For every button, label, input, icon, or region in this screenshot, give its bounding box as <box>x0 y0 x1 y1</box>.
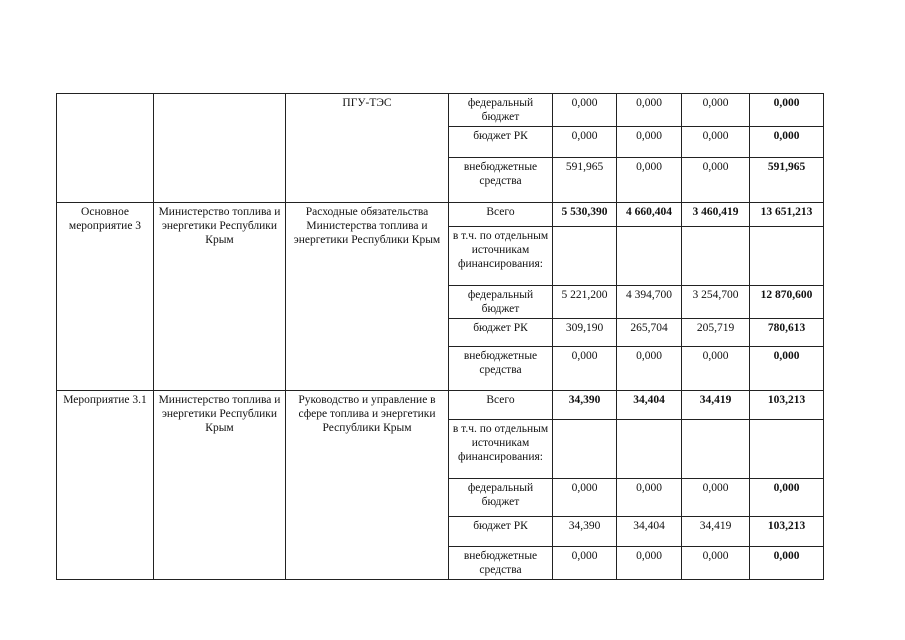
source-cell: федеральный бюджет <box>449 479 553 517</box>
value-2016: 0,000 <box>617 347 682 391</box>
executor-cell: Министерство топлива и энергетики Республики Крым <box>154 391 286 580</box>
value-total <box>750 420 824 479</box>
source-cell: в т.ч. по отдельным источникам финансирования: <box>449 227 553 286</box>
value-total: 103,213 <box>750 517 824 547</box>
financing-table <box>56 93 824 580</box>
value-2017: 0,000 <box>682 547 750 580</box>
executor-cell <box>154 94 286 203</box>
value-2017: 0,000 <box>682 94 750 127</box>
value-total: 13 651,213 <box>750 203 824 227</box>
value-2017: 0,000 <box>682 347 750 391</box>
value-2017: 3 254,700 <box>682 286 750 319</box>
value-2017 <box>682 227 750 286</box>
source-cell: бюджет РК <box>449 517 553 547</box>
measure-name-cell: Расходные обязательства Министерства топлива и энергетики Республики Крым <box>286 203 449 391</box>
source-cell: внебюджетные средства <box>449 347 553 391</box>
value-total: 0,000 <box>750 94 824 127</box>
value-total: 0,000 <box>750 547 824 580</box>
source-cell: федеральный бюджет <box>449 286 553 319</box>
measure-name-cell: ПГУ-ТЭС <box>286 94 449 203</box>
value-2017 <box>682 420 750 479</box>
value-2016: 34,404 <box>617 391 682 420</box>
source-cell: внебюджетные средства <box>449 547 553 580</box>
value-2016: 4 394,700 <box>617 286 682 319</box>
value-2016 <box>617 420 682 479</box>
value-2016: 4 660,404 <box>617 203 682 227</box>
executor-cell: Министерство топлива и энергетики Республики Крым <box>154 203 286 391</box>
value-2015 <box>553 227 617 286</box>
value-2017: 3 460,419 <box>682 203 750 227</box>
value-total: 103,213 <box>750 391 824 420</box>
value-2015 <box>553 420 617 479</box>
value-total: 780,613 <box>750 319 824 347</box>
value-2017: 0,000 <box>682 158 750 203</box>
event-cell <box>57 94 154 203</box>
value-2017: 205,719 <box>682 319 750 347</box>
value-2016: 0,000 <box>617 158 682 203</box>
value-2015: 591,965 <box>553 158 617 203</box>
value-2017: 0,000 <box>682 127 750 158</box>
source-cell: бюджет РК <box>449 319 553 347</box>
table-row <box>57 94 824 127</box>
value-2015: 34,390 <box>553 517 617 547</box>
value-2016 <box>617 227 682 286</box>
value-2016: 0,000 <box>617 547 682 580</box>
value-2016: 0,000 <box>617 127 682 158</box>
source-cell: Всего <box>449 203 553 227</box>
table-row <box>57 391 824 420</box>
value-total: 0,000 <box>750 347 824 391</box>
source-cell: бюджет РК <box>449 127 553 158</box>
source-cell: в т.ч. по отдельным источникам финансирования: <box>449 420 553 479</box>
value-total: 0,000 <box>750 127 824 158</box>
value-2015: 0,000 <box>553 347 617 391</box>
value-2015: 0,000 <box>553 94 617 127</box>
value-2016: 34,404 <box>617 517 682 547</box>
event-cell: Мероприятие 3.1 <box>57 391 154 580</box>
value-2015: 0,000 <box>553 479 617 517</box>
value-2017: 0,000 <box>682 479 750 517</box>
value-2015: 5 221,200 <box>553 286 617 319</box>
source-cell: Всего <box>449 391 553 420</box>
value-2015: 34,390 <box>553 391 617 420</box>
value-2016: 0,000 <box>617 479 682 517</box>
source-cell: внебюджетные средства <box>449 158 553 203</box>
event-cell: Основное мероприятие 3 <box>57 203 154 391</box>
measure-name-cell: Руководство и управление в сфере топлива и энергетики Республики Крым <box>286 391 449 580</box>
value-2016: 0,000 <box>617 94 682 127</box>
value-2017: 34,419 <box>682 391 750 420</box>
value-2015: 309,190 <box>553 319 617 347</box>
value-2015: 0,000 <box>553 127 617 158</box>
value-total <box>750 227 824 286</box>
value-2016: 265,704 <box>617 319 682 347</box>
value-2017: 34,419 <box>682 517 750 547</box>
value-2015: 0,000 <box>553 547 617 580</box>
value-total: 12 870,600 <box>750 286 824 319</box>
value-total: 591,965 <box>750 158 824 203</box>
value-total: 0,000 <box>750 479 824 517</box>
table-row <box>57 203 824 227</box>
value-2015: 5 530,390 <box>553 203 617 227</box>
source-cell: федеральный бюджет <box>449 94 553 127</box>
